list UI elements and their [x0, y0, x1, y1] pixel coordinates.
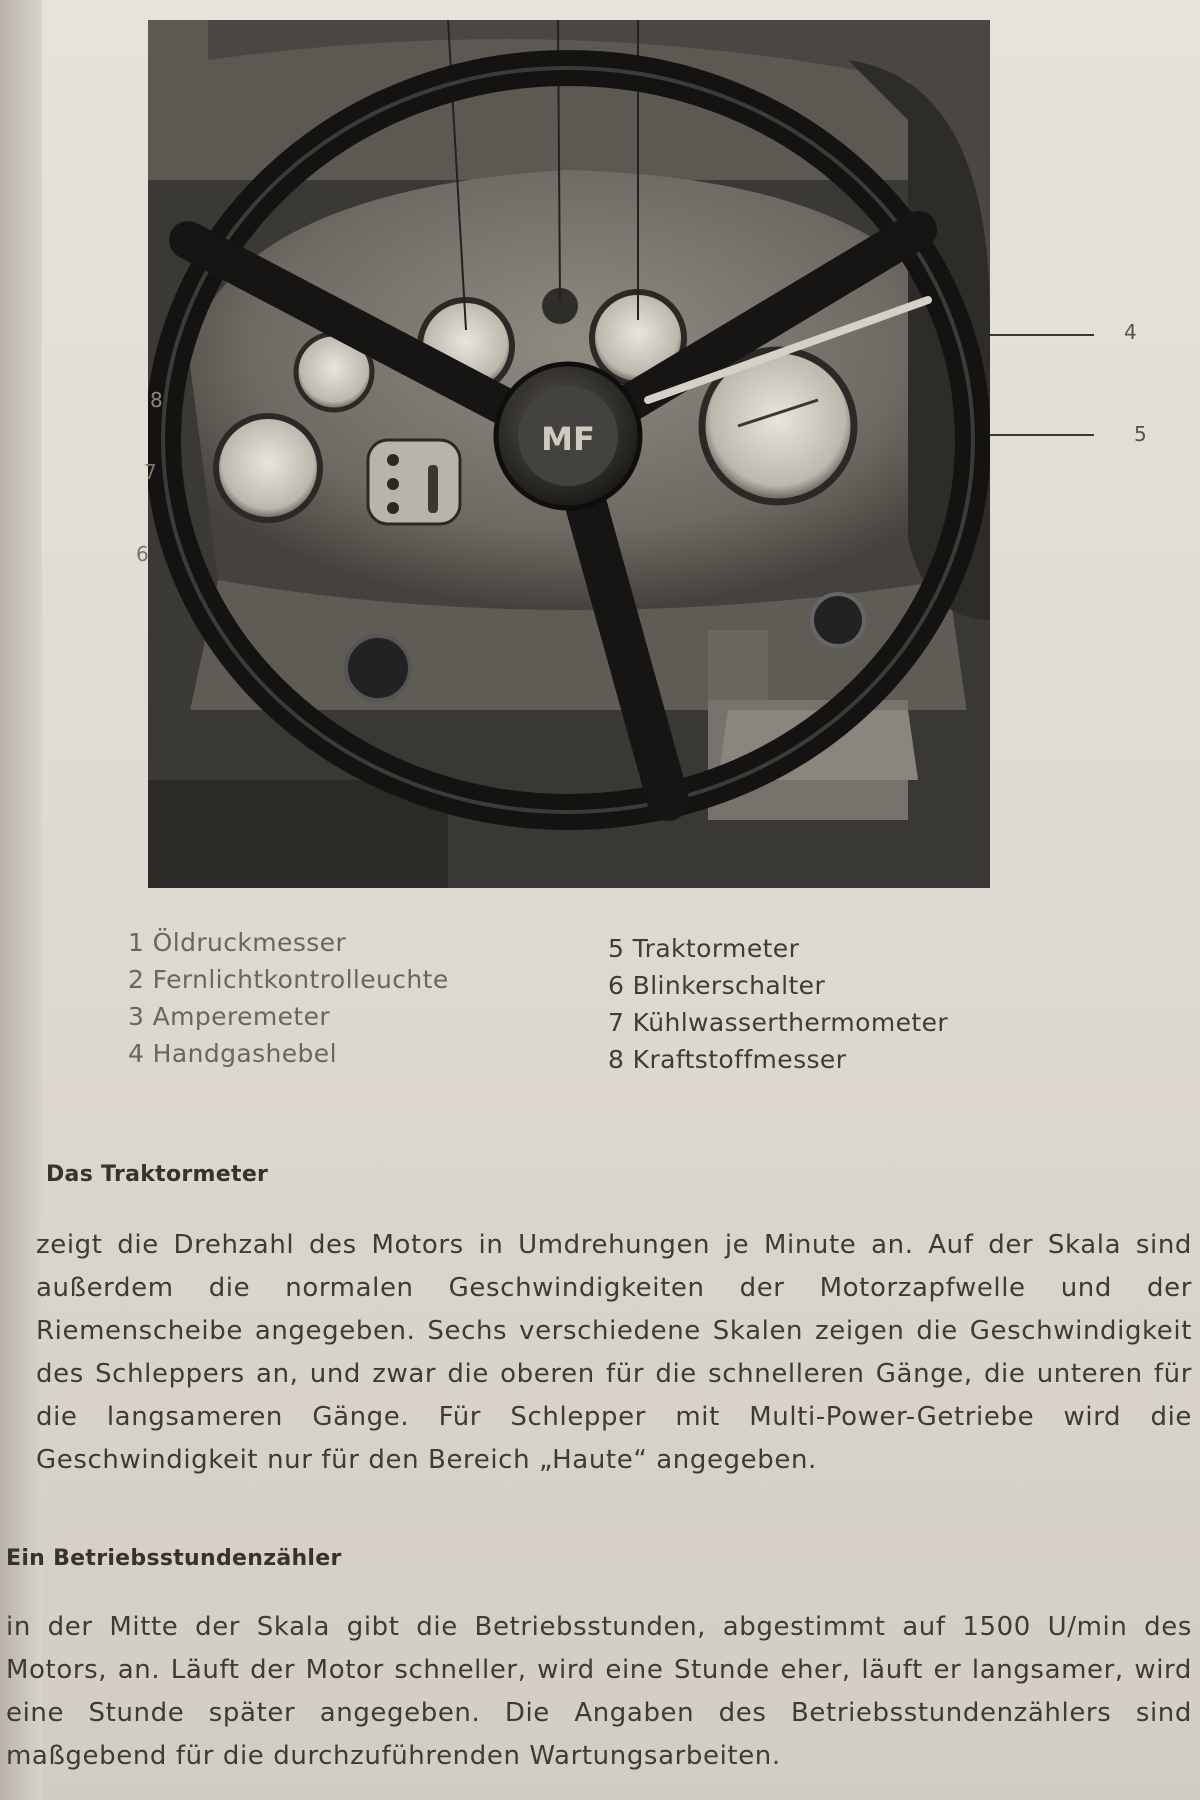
legend-item: 5 Traktormeter [608, 934, 800, 963]
legend-item: 4 Handgashebel [128, 1039, 337, 1068]
legend-item: 2 Fernlichtkontrolleuchte [128, 965, 449, 994]
callout-line-4 [990, 334, 1094, 336]
callout-6: 6 [136, 542, 149, 566]
mf-emblem: MF [541, 420, 595, 458]
legend-item: 6 Blinkerschalter [608, 971, 826, 1000]
legend-item: 8 Kraftstoffmesser [608, 1045, 847, 1074]
page-fold [0, 0, 42, 1800]
section-body [6, 1606, 1192, 1778]
section-paragraph: zeigt die Drehzahl des Motors in Umdrehungen je Minute an. Auf der Skala sind außerdem die normalen Geschwindigkeiten der Motorzapfwelle und der Riemenscheibe angegeben. Sechs verschiedene Skalen zeigen die Geschwindigkeit des Schleppers an, und zwar die oberen für die schnelleren Gänge, die unteren für die langsameren Gänge. Für Schlepper mit Multi-Power-Getriebe wird die Geschwindigkeit nur für den Bereich „Haute“ angegeben. [36, 1230, 1192, 1475]
callout-7: 7 [144, 460, 157, 484]
section-heading: Ein Betriebsstundenzähler [6, 1546, 342, 1571]
callout-8: 8 [150, 388, 163, 412]
legend-left [128, 924, 449, 1072]
callout-5: 5 [1134, 422, 1147, 446]
legend-right [608, 930, 948, 1078]
section-body [36, 1224, 1192, 1482]
legend-item: 7 Kühlwasserthermometer [608, 1008, 949, 1037]
callout-4: 4 [1124, 320, 1137, 344]
section-heading: Das Traktormeter [46, 1162, 269, 1187]
section-paragraph: in der Mitte der Skala gibt die Betriebsstunden, abgestimmt auf 1500 U/min des Motors, an. Läuft der Motor schneller, wird eine Stunde eher, läuft er langsamer, wird eine Stunde später angegeben. Die Angaben des Betriebsstundenzählers sind maßgebend für die durchzuführenden Wartungsarbeiten. [6, 1612, 1192, 1771]
legend-item: 1 Öldruckmesser [128, 928, 347, 957]
legend-item: 3 Amperemeter [128, 1002, 331, 1031]
dashboard-photo [148, 20, 990, 888]
callout-line-5 [990, 434, 1094, 436]
